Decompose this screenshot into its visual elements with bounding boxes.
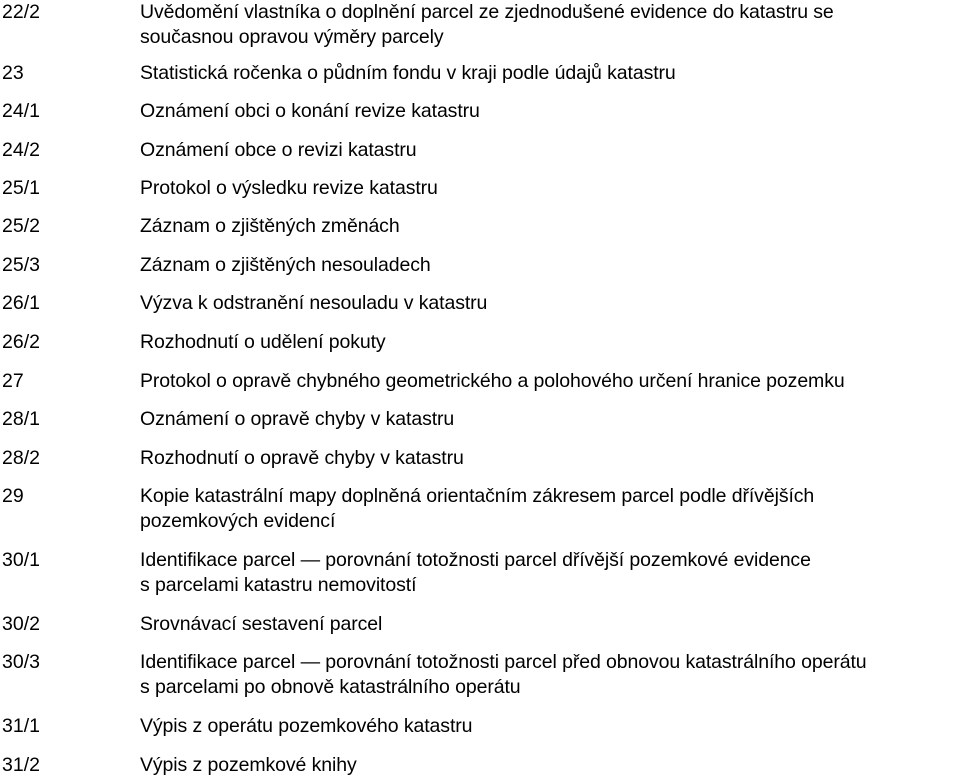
item-description-line: současnou opravou výměry parcely xyxy=(140,26,444,48)
item-number: 30/1 xyxy=(2,549,40,571)
item-description xyxy=(140,446,464,471)
item-description xyxy=(140,753,357,778)
item-description-line: Oznámení obce o revizi katastru xyxy=(140,139,417,161)
item-description-line: Výpis z operátu pozemkového katastru xyxy=(140,715,473,737)
item-description-line: Srovnávací sestavení parcel xyxy=(140,613,383,635)
item-number: 31/1 xyxy=(2,715,40,737)
item-number: 28/2 xyxy=(2,447,40,469)
item-number: 31/2 xyxy=(2,754,40,776)
item-number: 25/3 xyxy=(2,254,40,276)
item-number: 22/2 xyxy=(2,1,40,23)
item-description xyxy=(140,484,814,534)
item-description xyxy=(140,291,487,316)
item-number: 30/3 xyxy=(2,651,40,673)
item-number: 26/2 xyxy=(2,331,40,353)
item-description xyxy=(140,61,676,86)
item-number: 23 xyxy=(2,62,24,84)
item-description xyxy=(140,407,454,432)
item-description-line: Oznámení obci o konání revize katastru xyxy=(140,100,480,122)
item-description xyxy=(140,0,834,50)
item-number: 25/2 xyxy=(2,215,40,237)
item-number: 25/1 xyxy=(2,177,40,199)
item-description xyxy=(140,99,480,124)
item-description xyxy=(140,138,417,163)
item-description xyxy=(140,650,867,700)
item-description-line: Statistická ročenka o půdním fondu v kraji podle údajů katastru xyxy=(140,62,676,84)
item-description-line: Uvědomění vlastníka o doplnění parcel ze zjednodušené evidence do katastru se xyxy=(140,1,834,23)
item-description-line: s parcelami katastru nemovitostí xyxy=(140,574,417,596)
item-description-line: Identifikace parcel — porovnání totožnosti parcel dřívější pozemkové evidence xyxy=(140,549,811,571)
item-description xyxy=(140,330,386,355)
item-number: 30/2 xyxy=(2,613,40,635)
item-description-line: pozemkových evidencí xyxy=(140,510,336,532)
item-description xyxy=(140,369,845,394)
item-description xyxy=(140,548,811,598)
item-number: 26/1 xyxy=(2,292,40,314)
item-description-line: Rozhodnutí o opravě chyby v katastru xyxy=(140,447,464,469)
item-number: 28/1 xyxy=(2,408,40,430)
item-description xyxy=(140,176,438,201)
item-description-line: Záznam o zjištěných změnách xyxy=(140,215,400,237)
item-description-line: Protokol o výsledku revize katastru xyxy=(140,177,438,199)
item-number: 27 xyxy=(2,370,24,392)
item-number: 24/2 xyxy=(2,139,40,161)
item-description xyxy=(140,214,400,239)
item-description-line: s parcelami po obnově katastrálního operátu xyxy=(140,676,521,698)
item-description-line: Rozhodnutí o udělení pokuty xyxy=(140,331,386,353)
item-description xyxy=(140,253,431,278)
item-description-line: Protokol o opravě chybného geometrického a polohového určení hranice pozemku xyxy=(140,370,845,392)
item-description xyxy=(140,612,382,637)
item-description-line: Výzva k odstranění nesouladu v katastru xyxy=(140,292,488,314)
item-number: 24/1 xyxy=(2,100,40,122)
item-description xyxy=(140,714,472,739)
item-description-line: Identifikace parcel — porovnání totožnosti parcel před obnovou katastrálního operátu xyxy=(140,651,867,673)
item-description-line: Záznam o zjištěných nesouladech xyxy=(140,254,431,276)
item-number: 29 xyxy=(2,485,24,507)
item-description-line: Kopie katastrální mapy doplněná orientačním zákresem parcel podle dřívějších xyxy=(140,485,815,507)
item-description-line: Výpis z pozemkové knihy xyxy=(140,754,357,776)
item-description-line: Oznámení o opravě chyby v katastru xyxy=(140,408,455,430)
